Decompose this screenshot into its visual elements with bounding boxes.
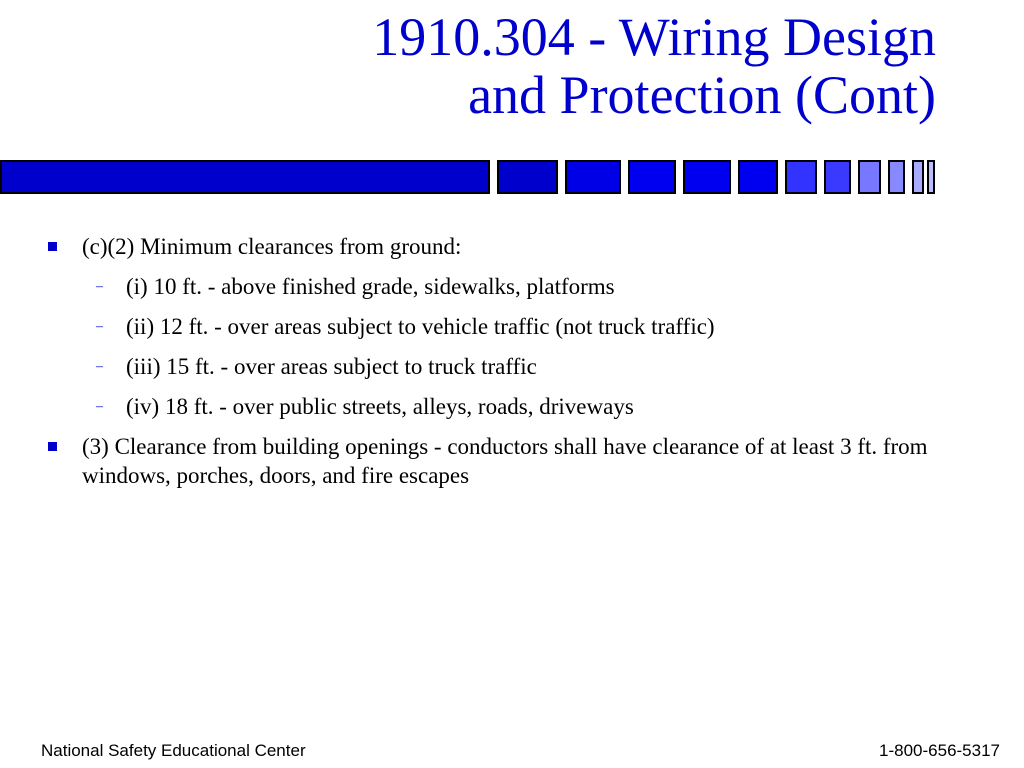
square-bullet-icon <box>48 242 57 251</box>
square-bullet-icon <box>48 442 57 451</box>
sub-item <box>40 392 980 421</box>
decorative-bar <box>0 160 935 194</box>
bar-segment <box>927 160 935 194</box>
bar-segment <box>858 160 881 194</box>
sub-item-text: (iii) 15 ft. - over areas subject to truck traffic <box>126 354 537 379</box>
dash-bullet-icon: – <box>96 279 103 294</box>
slide-title-line-2: and Protection (Cont) <box>468 65 936 125</box>
dash-bullet-icon: – <box>96 319 103 334</box>
bullet-list <box>40 232 980 501</box>
bar-segment <box>0 160 490 194</box>
bullet-item <box>40 232 980 261</box>
sub-item-text: (ii) 12 ft. - over areas subject to vehicle traffic (not truck traffic) <box>126 314 715 339</box>
dash-bullet-icon: – <box>96 359 103 374</box>
sub-item <box>40 352 980 381</box>
bullet-text: (3) Clearance from building openings - conductors shall have clearance of at least 3 ft. from windows, porches, doors, and fire escapes <box>82 434 928 488</box>
sub-item <box>40 272 980 301</box>
bar-segment <box>888 160 905 194</box>
bar-segment <box>497 160 558 194</box>
slide-title <box>372 8 936 124</box>
footer-phone: 1-800-656-5317 <box>879 741 1000 760</box>
bar-segment <box>824 160 851 194</box>
slide-title-line-1: 1910.304 - Wiring Design <box>372 7 936 67</box>
bar-segment <box>738 160 778 194</box>
bar-segment <box>565 160 621 194</box>
bar-segment <box>912 160 924 194</box>
bullet-text: (c)(2) Minimum clearances from ground: <box>82 234 462 259</box>
sub-item-text: (iv) 18 ft. - over public streets, alleys, roads, driveways <box>126 394 634 419</box>
sub-item-text: (i) 10 ft. - above finished grade, sidewalks, platforms <box>126 274 615 299</box>
bar-segment <box>683 160 731 194</box>
bullet-item <box>40 432 980 490</box>
bar-segment <box>628 160 676 194</box>
footer-organization: National Safety Educational Center <box>41 741 306 760</box>
sub-item <box>40 312 980 341</box>
dash-bullet-icon: – <box>96 399 103 414</box>
bar-segment <box>785 160 817 194</box>
